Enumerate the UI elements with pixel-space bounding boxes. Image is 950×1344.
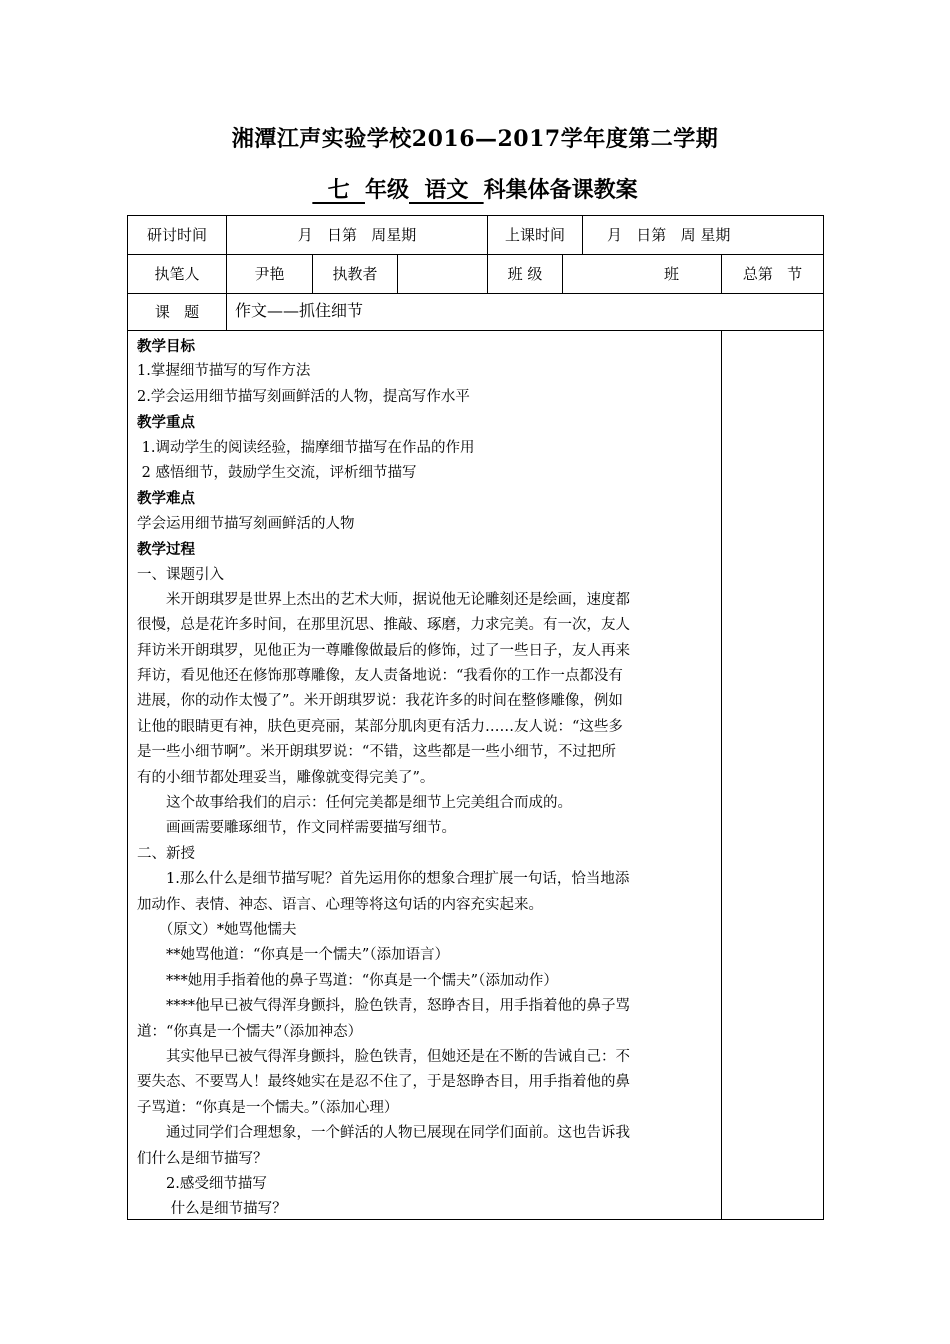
discuss-time-label: 研讨时间: [146, 226, 207, 244]
content-line: 拜访米开朗琪罗，见他正为一尊雕像做最后的修饰，过了一些日子，友人再来: [137, 642, 630, 659]
table-row-divider: [127, 254, 824, 255]
content-line: 是一些小细节啊”。米开朗琪罗说：“不错，这些都是一些小细节，不过把所: [137, 744, 616, 761]
content-line: 2.感受细节描写: [137, 1175, 267, 1192]
content-line: 通过同学们合理想象，一个鲜活的人物已展现在同学们面前。这也告诉我: [137, 1125, 630, 1142]
content-line: ***她用手指着他的鼻子骂道：“你真是一个懦夫”（添加动作）: [137, 972, 558, 989]
content-line: 很慢，总是花许多时间，在那里沉思、推敲、琢磨，力求完美。有一次，友人: [137, 617, 630, 634]
content-line: 2.学会运用细节描写刻画鲜活的人物，提高写作水平: [137, 388, 470, 405]
notes-column-divider: [721, 330, 722, 1220]
content-line: 们什么是细节描写？: [137, 1150, 268, 1167]
discuss-time-value: 月 日第 周星期: [297, 226, 417, 244]
class-label: 班 级: [507, 265, 543, 283]
topic-value: 作文——抓住细节: [235, 301, 364, 320]
grade-blank: 七: [312, 177, 365, 203]
content-line: 让他的眼睛更有神，肤色更亮丽，某部分肌肉更有活力……友人说：“这些多: [137, 718, 623, 735]
content-line: 1.掌握细节描写的写作方法: [137, 363, 311, 380]
writer-label: 执笔人: [154, 265, 200, 283]
total-sessions-label: 总第 节: [742, 265, 803, 283]
table-border-top: [127, 215, 824, 216]
content-line: 1.那么什么是细节描写呢？首先运用你的想象合理扩展一句话，恰当地添: [137, 871, 630, 888]
grade-label: 年级: [364, 177, 409, 203]
content-line: **她骂他道：“你真是一个懦夫”（添加语言）: [137, 947, 450, 964]
content-line: 米开朗琪罗是世界上杰出的艺术大师，据说他无论雕刻还是绘画，速度都: [137, 591, 630, 608]
subject-label: 科集体备课教案: [483, 177, 638, 203]
content-line: 二、新授: [137, 845, 195, 862]
class-value: 班: [664, 265, 680, 283]
content-line: 要失态、不要骂人！最终她实在是忍不住了，于是怒睁杏目，用手指着他的鼻: [137, 1074, 630, 1091]
content-line: 加动作、表情、神态、语言、心理等将这句话的内容充实起来。: [137, 896, 543, 913]
content-line: 有的小细节都处理妥当，雕像就变得完美了”。: [137, 769, 435, 786]
section-heading: 教学目标: [137, 338, 195, 355]
col-divider: [582, 215, 583, 255]
content-line: 什么是细节描写？: [137, 1201, 287, 1218]
col-divider: [397, 254, 398, 294]
topic-label: 课 题: [154, 303, 200, 321]
content-line: 子骂道：“你真是一个懦夫。”（添加心理）: [137, 1099, 399, 1116]
content-line: ****他早已被气得浑身颤抖，脸色铁青，怒睁杏目，用手指着他的鼻子骂: [137, 998, 630, 1015]
content-line: 1.调动学生的阅读经验，揣摩细节描写在作品的作用: [137, 439, 475, 456]
section-heading: 教学难点: [137, 490, 195, 508]
school-title: 湘潭江声实验学校2016—2017学年度第二学期: [231, 126, 719, 152]
content-line: 2 感悟细节，鼓励学生交流，评析细节描写: [137, 464, 417, 481]
class-time-label: 上课时间: [504, 226, 565, 244]
teacher-label: 执教者: [332, 265, 378, 283]
content-line: 进展，你的动作太慢了”。米开朗琪罗说：我花许多的时间在整修雕像，例如: [137, 693, 623, 710]
class-time-value: 月 日第 周 星期: [607, 226, 731, 244]
content-line: 拜访，看见他还在修饰那尊雕像，友人责备地说：“我看你的工作一点都没有: [137, 668, 623, 685]
col-divider: [562, 254, 563, 294]
content-line: 一、课题引入: [137, 566, 224, 583]
content-line: 这个故事给我们的启示：任何完美都是细节上完美组合而成的。: [137, 795, 572, 812]
content-line: 画画需要雕琢细节，作文同样需要描写细节。: [137, 820, 456, 837]
lesson-content: [137, 334, 717, 1223]
subject-title: [0, 173, 950, 204]
writer-value: 尹艳: [254, 265, 285, 283]
subject-blank: 语文: [409, 177, 484, 203]
content-line: 其实他早已被气得浑身颤抖，脸色铁青，但她还是在不断的告诫自己：不: [137, 1048, 630, 1065]
section-heading: 教学过程: [137, 541, 195, 559]
content-line: 道：“你真是一个懦夫”（添加神态）: [137, 1023, 363, 1040]
table-border-left: [127, 215, 128, 1220]
content-line: （原文）*她骂他懦夫: [137, 921, 297, 938]
table-border-right: [823, 215, 824, 1220]
table-row-divider: [127, 330, 824, 331]
section-heading: 教学重点: [137, 414, 195, 432]
content-line: 学会运用细节描写刻画鲜活的人物: [137, 515, 355, 532]
table-row-divider: [127, 293, 824, 294]
